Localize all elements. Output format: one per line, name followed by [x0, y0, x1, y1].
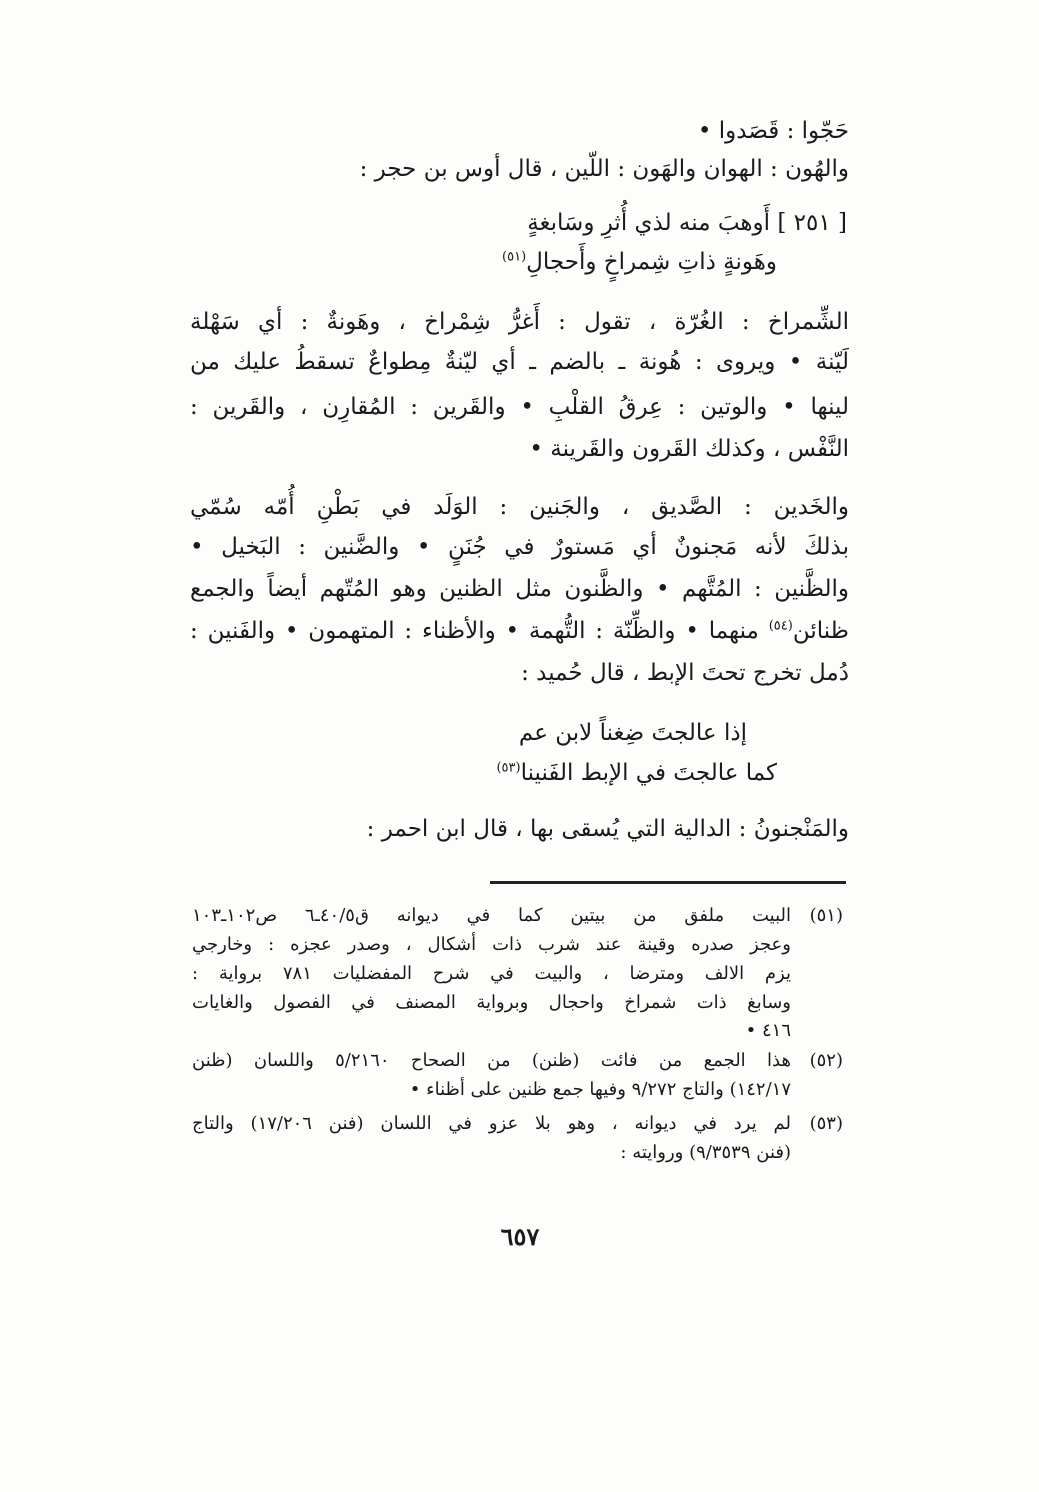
footnote-52-line-1: هذا الجمع من فائت (ظنن) من الصحاح ٥/٢١٦٠ واللسان (ظنن — [192, 1050, 791, 1071]
footnote-number-53: (٥٣) — [809, 1113, 843, 1134]
verse-line-2-text: وهَونةٍ ذاتِ شِمراخٍ وأَحجالِ — [526, 249, 777, 275]
body-line-1: حَجّوا : قَصَدوا • — [697, 118, 849, 144]
body-line-12-start: ظنائن — [792, 618, 849, 644]
footnote-number-51: (٥١) — [809, 905, 843, 926]
body-line-16: والمَنْجنونُ : الدالية التي يُسقى بها ، قال ابن احمر : — [366, 816, 849, 842]
body-line-13: دُمل تخرج تحتَ الإبط ، قال حُميد : — [521, 660, 849, 686]
footnote-number-52: (٥٢) — [809, 1050, 843, 1071]
footnote-53-line-2: (فنن ٩/٣٥٣٩) وروايته : — [620, 1142, 791, 1163]
footnote-51-line-2: وعجز صدره وقينة عند شرب ذات أشكال ، وصدر عجزه : وخارجي — [192, 934, 791, 955]
body-line-2: والهُون : الهوان والهَون : اللّين ، قال أوس بن حجر : — [359, 156, 849, 182]
verse-line-3: إذا عالجتَ ضِغناً لابن عم — [518, 720, 747, 746]
verse-line-4 — [496, 756, 777, 790]
footnote-52-line-2: ١٤٢/١٧) والتاج ٩/٢٧٢ وفيها جمع ظنين على أظناء • — [409, 1079, 791, 1100]
note-ref-53: (٥٣) — [496, 760, 521, 776]
footnote-51-line-3: يزم الالف ومترضا ، والبيت في شرح المفضليات ٧٨١ برواية : — [192, 963, 791, 984]
footnote-51-line-5: ٤١٦ • — [745, 1020, 791, 1041]
body-line-10: بذلكَ لأنه مَجنونٌ أي مَستورٌ في جُنَنٍ • والضَّنين : البَخيل • — [190, 534, 849, 560]
body-line-5: الشِّمراخ : الغُرّة ، تقول : أَغرُّ شِمْراخ ، وهَونةٌ : أي سَهْلة — [190, 309, 849, 335]
note-ref-51: (٥١) — [502, 249, 527, 265]
verse-line-2 — [502, 245, 777, 279]
footnote-rule — [490, 881, 846, 884]
footnote-51-line-4: وسابغ ذات شمراخ واحجال وبرواية المصنف في الفصول والغايات — [192, 992, 791, 1013]
body-line-12-rest: منهما • والظِّنّة : التُّهمة • والأظناء : المتهمون • والفَنين : — [190, 618, 769, 644]
footnote-51-line-1: البيت ملفق من بيتين كما في ديوانه ق٤٠/٥ـ٦ ص١٠٢ـ١٠٣ — [192, 905, 791, 926]
body-line-6: لَيّنة • ويروى : هُونة ـ بالضم ـ أي ليّنةٌ مِطواعٌ تسقطُ عليك من — [190, 349, 849, 375]
note-ref-54: (٥٤) — [768, 618, 793, 634]
body-line-11: والظَّنين : المُتَّهم • والظَّنون مثل الظنين وهو المُتّهم أيضاً والجمع — [190, 576, 849, 602]
body-line-7: لينها • والوتين : عِرقُ القلْبِ • والقَرين : المُقارِن ، والقَرين : — [190, 394, 849, 420]
verse-line-4-text: كما عالجتَ في الإبط الفَنينا — [520, 760, 777, 786]
page-number: ٦٥٧ — [500, 1222, 540, 1251]
body-line-12 — [190, 614, 849, 648]
body-line-8: النَّفْس ، وكذلك القَرون والقَرينة • — [529, 436, 849, 462]
body-line-9: والخَدين : الصَّديق ، والجَنين : الوَلَد في بَطْنِ أُمّه سُمّي — [190, 494, 849, 520]
footnote-53-line-1: لم يرد في ديوانه ، وهو بلا عزو في اللسان (فنن ١٧/٢٠٦) والتاج — [192, 1113, 791, 1134]
verse-line-1: [ ٢٥١ ] أَوهبَ منه لذي أُثرِ وسَابغةٍ — [527, 210, 847, 236]
